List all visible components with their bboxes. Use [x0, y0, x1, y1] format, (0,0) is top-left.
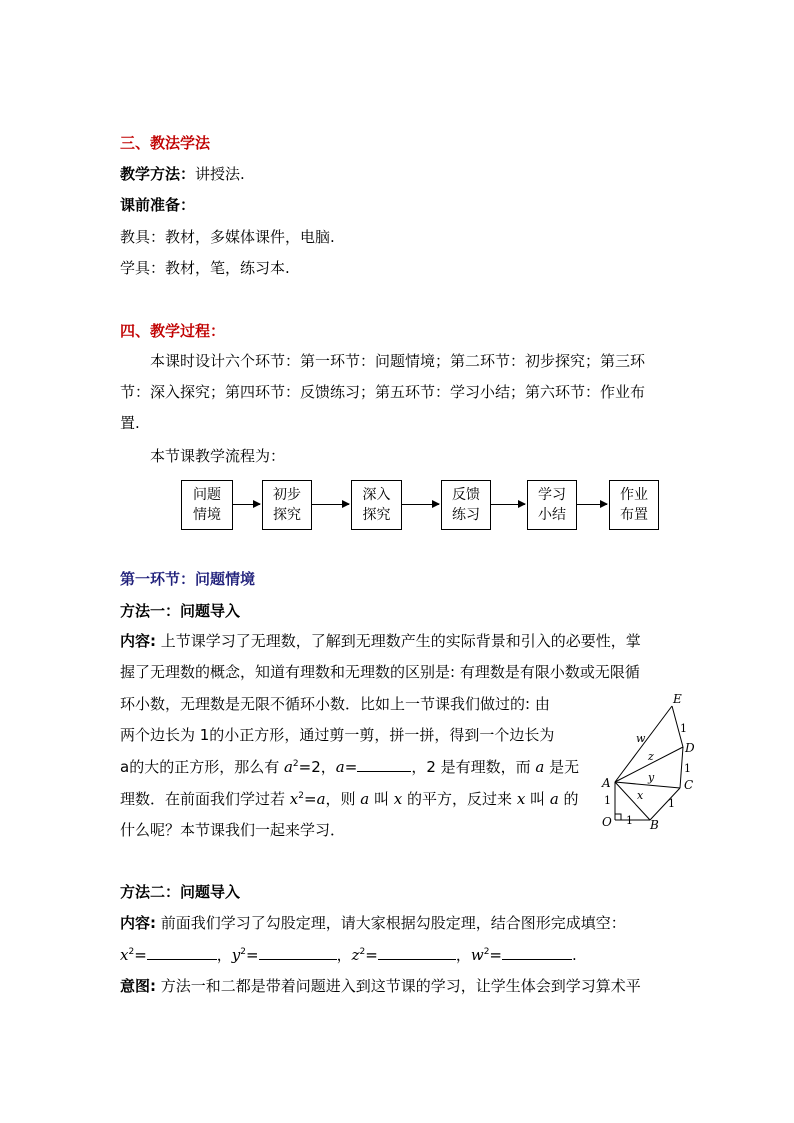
intent-label: 意图:: [120, 977, 156, 995]
flow-box-2-line2: 探究: [273, 507, 301, 523]
var-a: a: [535, 758, 545, 776]
process-para-line2: 节：深入探究；第四环节：反馈练习；第五环节：学习小结；第六环节：作业布: [120, 383, 646, 401]
teaching-method-line: [120, 163, 245, 185]
sup: 2: [240, 947, 247, 957]
right-angle-mark: [615, 814, 621, 820]
label-1-OA: 1: [604, 794, 611, 807]
sup: 2: [359, 947, 366, 957]
label-w: w: [636, 732, 646, 745]
c6c: =: [303, 790, 317, 808]
flow-arrow-4: [491, 504, 525, 505]
flow-box-4: [441, 480, 491, 530]
var-x: x: [393, 790, 403, 808]
content-line4: 两个边长为 1的小正方形，通过剪一剪，拼一拼，得到一个边长为: [120, 726, 555, 744]
label-1-CD: 1: [684, 762, 691, 775]
c6g: 叫: [369, 790, 394, 808]
stage1-heading: 第一环节：问题情境: [120, 570, 256, 588]
content-line7: 什么呢？本节课我们一起来学习．: [120, 821, 346, 839]
flow-box-1-line2: 情境: [193, 507, 221, 523]
intent-line: [120, 975, 641, 997]
sup: 2: [483, 947, 490, 957]
segment-BC: [650, 788, 680, 820]
content-label: 内容:: [120, 632, 156, 650]
flow-arrow-1: [233, 504, 260, 505]
flow-box-1: [181, 480, 233, 530]
flow-box-4-line2: 练习: [452, 507, 480, 523]
var-x: x: [289, 790, 299, 808]
blank-z[interactable]: [378, 945, 456, 960]
flow-arrow-2: [312, 504, 349, 505]
flow-intro: 本节课教学流程为：: [150, 447, 286, 465]
sup: 2: [128, 947, 135, 957]
section3-heading: 三、教法学法: [120, 134, 211, 152]
content-line6: [120, 788, 579, 810]
var-a: a: [549, 790, 559, 808]
flow-box-5-line2: 小结: [538, 507, 566, 523]
sup: 2: [292, 759, 299, 769]
c5c: =2，: [298, 758, 336, 776]
label-x: x: [637, 789, 644, 802]
c5h: 是无: [544, 758, 580, 776]
flow-box-2-line1: 初步: [273, 487, 301, 503]
var-a: a: [283, 758, 293, 776]
c6e: ，则: [325, 790, 361, 808]
c6a: 理数．在前面我们学过若: [120, 790, 290, 808]
flow-box-5-line1: 学习: [538, 487, 566, 503]
var-a: a: [316, 790, 326, 808]
eq: =: [365, 946, 378, 964]
method2-title: 方法二：问题导入: [120, 883, 241, 901]
m2-text: 前面我们学习了勾股定理，请大家根据勾股定理，结合图形完成填空：: [156, 914, 626, 932]
c6i: 的平方，反过来: [402, 790, 517, 808]
var-w: w: [470, 946, 484, 964]
flow-arrow-5: [577, 504, 607, 505]
intent-text: 方法一和二都是带着问题进入到这节课的学习，让学生体会到学习算术平: [156, 977, 641, 995]
flow-box-2: [262, 480, 312, 530]
label-1-BC: 1: [668, 797, 675, 810]
section4-heading: 四、教学过程：: [120, 322, 226, 340]
flow-arrow-3: [402, 504, 439, 505]
blank-x[interactable]: [147, 945, 217, 960]
student-tools: 学具：教材，笔，练习本.: [120, 259, 290, 277]
method-label: 教学方法：: [120, 165, 196, 183]
c5a: a的大的正方形，那么有: [120, 758, 284, 776]
method1-title: 方法一：问题导入: [120, 602, 241, 620]
flow-box-6-line1: 作业: [620, 487, 648, 503]
c5f: ，2 是有理数，而: [411, 758, 536, 776]
content-line1: [120, 630, 641, 652]
label-E: E: [673, 692, 682, 706]
end: .: [572, 946, 577, 964]
sep: ，: [216, 946, 232, 964]
flow-box-5: [527, 480, 577, 530]
segment-CD: [680, 747, 683, 788]
var-x: x: [516, 790, 526, 808]
flow-box-3: [351, 480, 402, 530]
label-D: D: [685, 741, 695, 755]
blank-y[interactable]: [259, 945, 337, 960]
c6k: 叫: [525, 790, 550, 808]
var-a: a: [335, 758, 345, 776]
c5e: =: [344, 758, 358, 776]
var-x: x: [120, 946, 129, 964]
method2-content: [120, 912, 626, 934]
label-1-OB: 1: [626, 814, 633, 827]
label-A: A: [602, 776, 611, 790]
fill-in-line: [120, 944, 577, 966]
var-z: z: [351, 946, 360, 964]
flow-box-1-line1: 问题: [193, 487, 221, 503]
process-para-line1: 本课时设计六个环节：第一环节：问题情境；第二环节：初步探究；第三环: [150, 352, 646, 370]
process-para-line3: 置.: [120, 414, 140, 432]
method-value: 讲授法.: [195, 165, 245, 183]
eq: =: [489, 946, 502, 964]
flow-box-3-line1: 深入: [362, 487, 391, 503]
label-z: z: [648, 750, 654, 763]
eq: =: [134, 946, 147, 964]
answer-blank[interactable]: [357, 757, 411, 772]
var-y: y: [231, 946, 241, 964]
sep: ，: [455, 946, 471, 964]
teacher-tools: 教具：教材，多媒体课件，电脑.: [120, 228, 335, 246]
content-line5: [120, 756, 579, 778]
label-B: B: [650, 818, 659, 830]
label-O: O: [602, 815, 612, 829]
label-C: C: [684, 778, 694, 792]
label-y: y: [648, 771, 655, 784]
blank-w[interactable]: [502, 945, 572, 960]
m2-label: 内容:: [120, 914, 156, 932]
c6m: 的: [558, 790, 579, 808]
geometry-figure: [596, 692, 700, 830]
prep-label: 课前准备：: [120, 196, 196, 214]
flow-box-3-line2: 探究: [362, 507, 391, 523]
flow-box-4-line1: 反馈: [452, 487, 480, 503]
content-line3: 环小数，无理数是无限不循环小数．比如上一节课我们做过的: 由: [120, 695, 550, 713]
sep: ，: [336, 946, 352, 964]
content-text1: 上节课学习了无理数，了解到无理数产生的实际背景和引入的必要性，掌: [156, 632, 641, 650]
flow-box-6: [609, 480, 659, 530]
sup: 2: [298, 791, 304, 801]
eq: =: [246, 946, 259, 964]
var-a: a: [360, 790, 370, 808]
flow-box-6-line2: 布置: [620, 507, 648, 523]
label-1-DE: 1: [680, 722, 687, 735]
content-line2: 握了无理数的概念，知道有理数和无理数的区别是: 有理数是有限小数或无限循: [120, 663, 640, 681]
